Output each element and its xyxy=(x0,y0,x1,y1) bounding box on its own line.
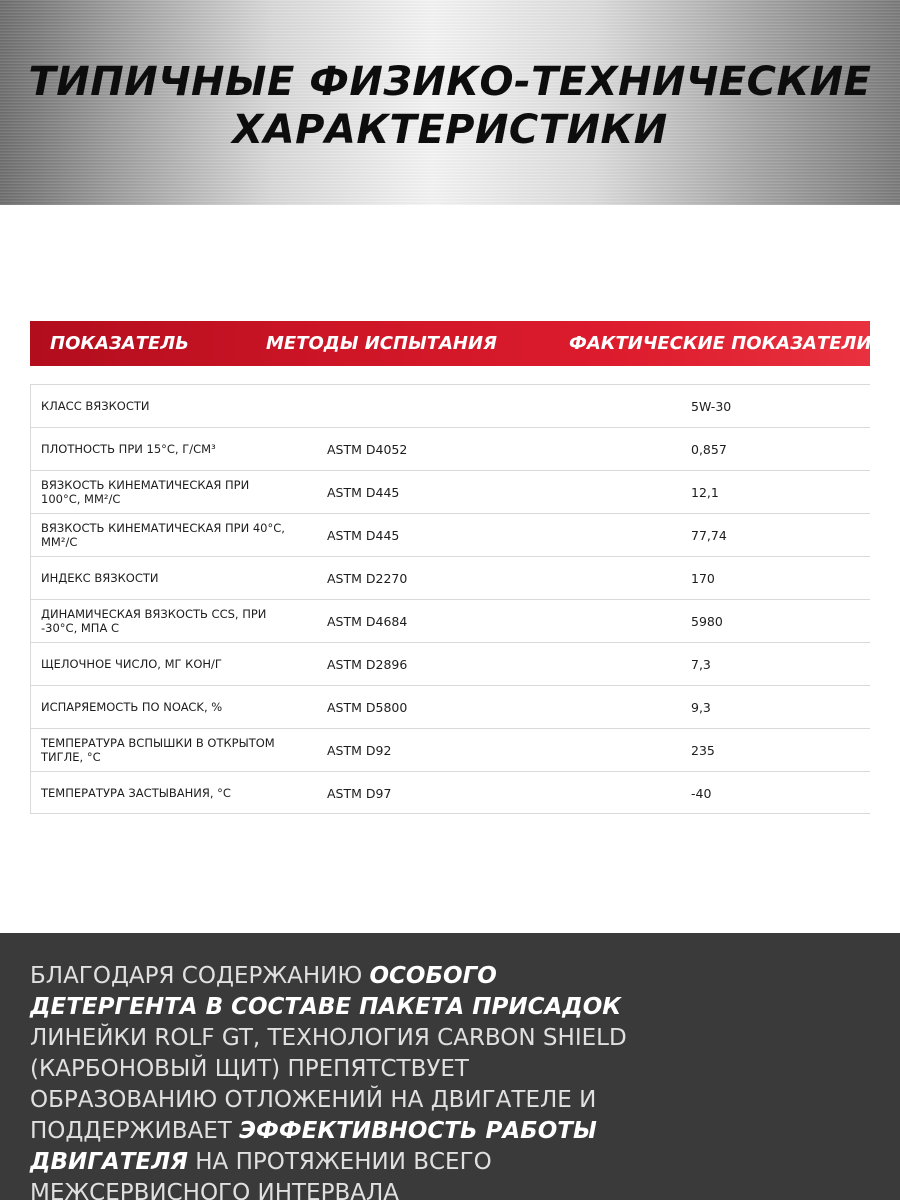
parameter-cell: ЩЕЛОЧНОЕ ЧИСЛО, МГ КОН/Г xyxy=(41,657,222,671)
description-highlight-2: ЭФФЕКТИВНОСТЬ РАБОТЫ ДВИГАТЕЛЯ xyxy=(30,1118,597,1175)
column-header-parameter: ПОКАЗАТЕЛЬ xyxy=(50,333,189,354)
value-cell: 9,3 xyxy=(691,699,711,715)
title-line-1: ТИПИЧНЫЕ ФИЗИКО-ТЕХНИЧЕСКИЕ xyxy=(28,59,872,105)
table-row xyxy=(31,685,870,728)
table-header xyxy=(30,321,870,366)
value-cell: 235 xyxy=(691,742,715,758)
table-row xyxy=(31,728,870,771)
description-part-2: ЛИНЕЙКИ ROLF GT, ТЕХНОЛОГИЯ CARBON SHIELD (КАРБОНОВЫЙ ЩИТ) ПРЕПЯТСТВУЕТ ОБРАЗОВАНИЮ ОТЛОЖЕНИЙ НА ДВИГАТЕЛЕ И ПОДДЕРЖИВАЕТ xyxy=(30,1025,627,1144)
parameter-cell: ТЕМПЕРАТУРА ВСПЫШКИ В ОТКРЫТОМ ТИГЛЕ, °С xyxy=(41,736,275,764)
value-cell: 5W-30 xyxy=(691,398,732,414)
method-cell: ASTM D5800 xyxy=(327,699,408,715)
parameter-cell: ПЛОТНОСТЬ ПРИ 15°С, Г/СМ³ xyxy=(41,442,216,456)
method-cell: ASTM D2270 xyxy=(327,570,408,586)
parameter-cell: ВЯЗКОСТЬ КИНЕМАТИЧЕСКАЯ ПРИ 40°С, ММ²/С xyxy=(41,521,285,549)
column-header-test-method: МЕТОДЫ ИСПЫТАНИЯ xyxy=(266,333,497,354)
parameter-cell: ТЕМПЕРАТУРА ЗАСТЫВАНИЯ, °С xyxy=(41,786,231,800)
table-row xyxy=(31,771,870,814)
method-cell: ASTM D97 xyxy=(327,785,392,801)
parameter-cell: ВЯЗКОСТЬ КИНЕМАТИЧЕСКАЯ ПРИ 100°С, ММ²/С xyxy=(41,478,250,506)
method-cell xyxy=(327,385,477,427)
table-row xyxy=(31,384,870,427)
value-cell: 7,3 xyxy=(691,656,711,672)
method-cell: ASTM D445 xyxy=(327,484,400,500)
table-row xyxy=(31,556,870,599)
table-row xyxy=(31,599,870,642)
parameter-cell: ИНДЕКС ВЯЗКОСТИ xyxy=(41,571,159,585)
method-cell: ASTM D2896 xyxy=(327,656,408,672)
value-cell: 12,1 xyxy=(691,484,719,500)
value-cell: 0,857 xyxy=(691,441,727,457)
table-row xyxy=(31,470,870,513)
description-highlight-1: ОСОБОГО ДЕТЕРГЕНТА В СОСТАВЕ ПАКЕТА ПРИСАДОК xyxy=(30,963,622,1020)
method-cell: ASTM D4684 xyxy=(327,613,408,629)
method-cell: ASTM D4052 xyxy=(327,441,408,457)
column-header-actual-value: ФАКТИЧЕСКИЕ ПОКАЗАТЕЛИ xyxy=(569,333,872,354)
specs-table xyxy=(30,384,870,814)
value-cell: 170 xyxy=(691,570,715,586)
description-text xyxy=(30,961,650,1200)
method-cell: ASTM D92 xyxy=(327,742,392,758)
description-part-3: НА ПРОТЯЖЕНИИ ВСЕГО МЕЖСЕРВИСНОГО ИНТЕРВАЛА xyxy=(30,1149,492,1200)
brushed-metal-header xyxy=(0,0,900,205)
value-cell: 77,74 xyxy=(691,527,727,543)
description-panel xyxy=(0,933,900,1200)
value-cell: 5980 xyxy=(691,613,723,629)
table-row xyxy=(31,513,870,556)
parameter-cell: ДИНАМИЧЕСКАЯ ВЯЗКОСТЬ CCS, ПРИ -30°С, МПА С xyxy=(41,607,267,635)
method-cell: ASTM D445 xyxy=(327,527,400,543)
parameter-cell: ИСПАРЯЕМОСТЬ ПО NOACK, % xyxy=(41,700,223,714)
page-title xyxy=(0,58,900,154)
description-part-1: БЛАГОДАРЯ СОДЕРЖАНИЮ xyxy=(30,963,370,989)
parameter-cell: КЛАСС ВЯЗКОСТИ xyxy=(41,399,150,413)
table-row xyxy=(31,427,870,470)
value-cell: -40 xyxy=(691,785,712,801)
table-row xyxy=(31,642,870,685)
title-line-2: ХАРАКТЕРИСТИКИ xyxy=(232,107,668,153)
